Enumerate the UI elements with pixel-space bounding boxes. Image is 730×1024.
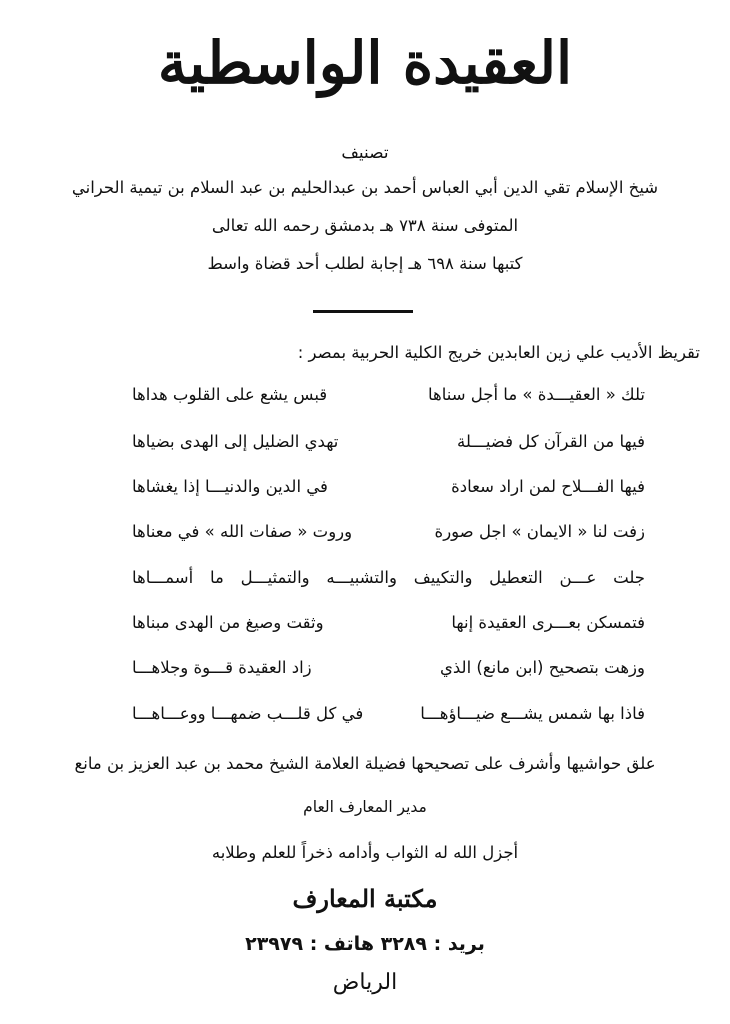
author-death-info: المتوفى سنة ٧٣٨ هـ بدمشق رحمه الله تعالى [211,216,519,235]
publisher-contact: بريد : ٣٢٨٩ هاتف : ٢٣٩٧٩ [245,933,485,955]
verse-first-hemistich: زفت لنا « الايمان » اجل صورة [434,522,645,541]
editor-note: علق حواشيها وأشرف على تصحيحها فضيلة العلامة الشيخ محمد بن عبد العزيز بن مانع [74,754,656,773]
verse-first-hemistich: فيها الفـــلاح لمن اراد سعادة [451,477,645,496]
verse-second-hemistich: وثقت وصيغ من الهدى مبناها [132,613,324,632]
verse-1 [110,385,670,415]
verse-2 [110,432,670,462]
verse-second-hemistich: زاد العقيدة قـــوة وجلاهـــا [132,658,312,677]
verse-second-hemistich: وروت « صفات الله » في معناها [132,522,353,541]
verse-5 [110,568,670,598]
verse-full-line: جلت عـــن التعطيل والتكييف والتشبيـــه والتمثيـــل ما أسمـــاها [132,568,645,587]
verse-3 [110,477,670,507]
verse-second-hemistich: في الدين والدنيـــا إذا يغشاها [132,477,328,496]
verse-first-hemistich: تلك « العقيـــدة » ما أجل سناها [427,385,645,404]
verse-second-hemistich: تهدي الضليل إلى الهدى بضياها [132,432,339,451]
verse-first-hemistich: وزهت بتصحيح (ابن مانع) الذي [439,658,645,677]
book-title: العقيدة الواسطية [157,29,573,97]
verse-4 [110,522,670,552]
poem-intro: تقريظ الأديب علي زين العابدين خريج الكلية الحربية بمصر : [297,343,700,362]
author-name: شيخ الإسلام تقي الدين أبي العباس أحمد بن عبدالحليم بن عبد السلام بن تيمية الحراني [71,178,659,197]
verse-second-hemistich: في كل قلـــب ضمهـــا ووعـــاهـــا [132,704,364,723]
composition-info: كتبها سنة ٦٩٨ هـ إجابة لطلب أحد قضاة واسط [207,254,523,273]
verse-first-hemistich: فاذا بها شمس يشـــع ضيـــاؤهـــا [420,704,645,723]
verse-6 [110,613,670,643]
verse-7 [110,658,670,688]
editor-title: مدير المعارف العام [303,798,427,816]
verse-second-hemistich: قبس يشع على القلوب هداها [132,385,328,404]
publisher-name: مكتبة المعارف [292,884,438,913]
authorship-label: تصنيف [341,143,389,163]
prayer-line: أجزل الله له الثواب وأدامه ذخراً للعلم وطلابه [211,843,519,862]
publisher-city: الرياض [332,970,398,995]
verse-8 [110,704,670,734]
divider [313,310,413,313]
verse-first-hemistich: فتمسكن بعـــرى العقيدة إنها [451,613,645,632]
verse-first-hemistich: فيها من القرآن كل فضيـــلة [457,432,645,451]
